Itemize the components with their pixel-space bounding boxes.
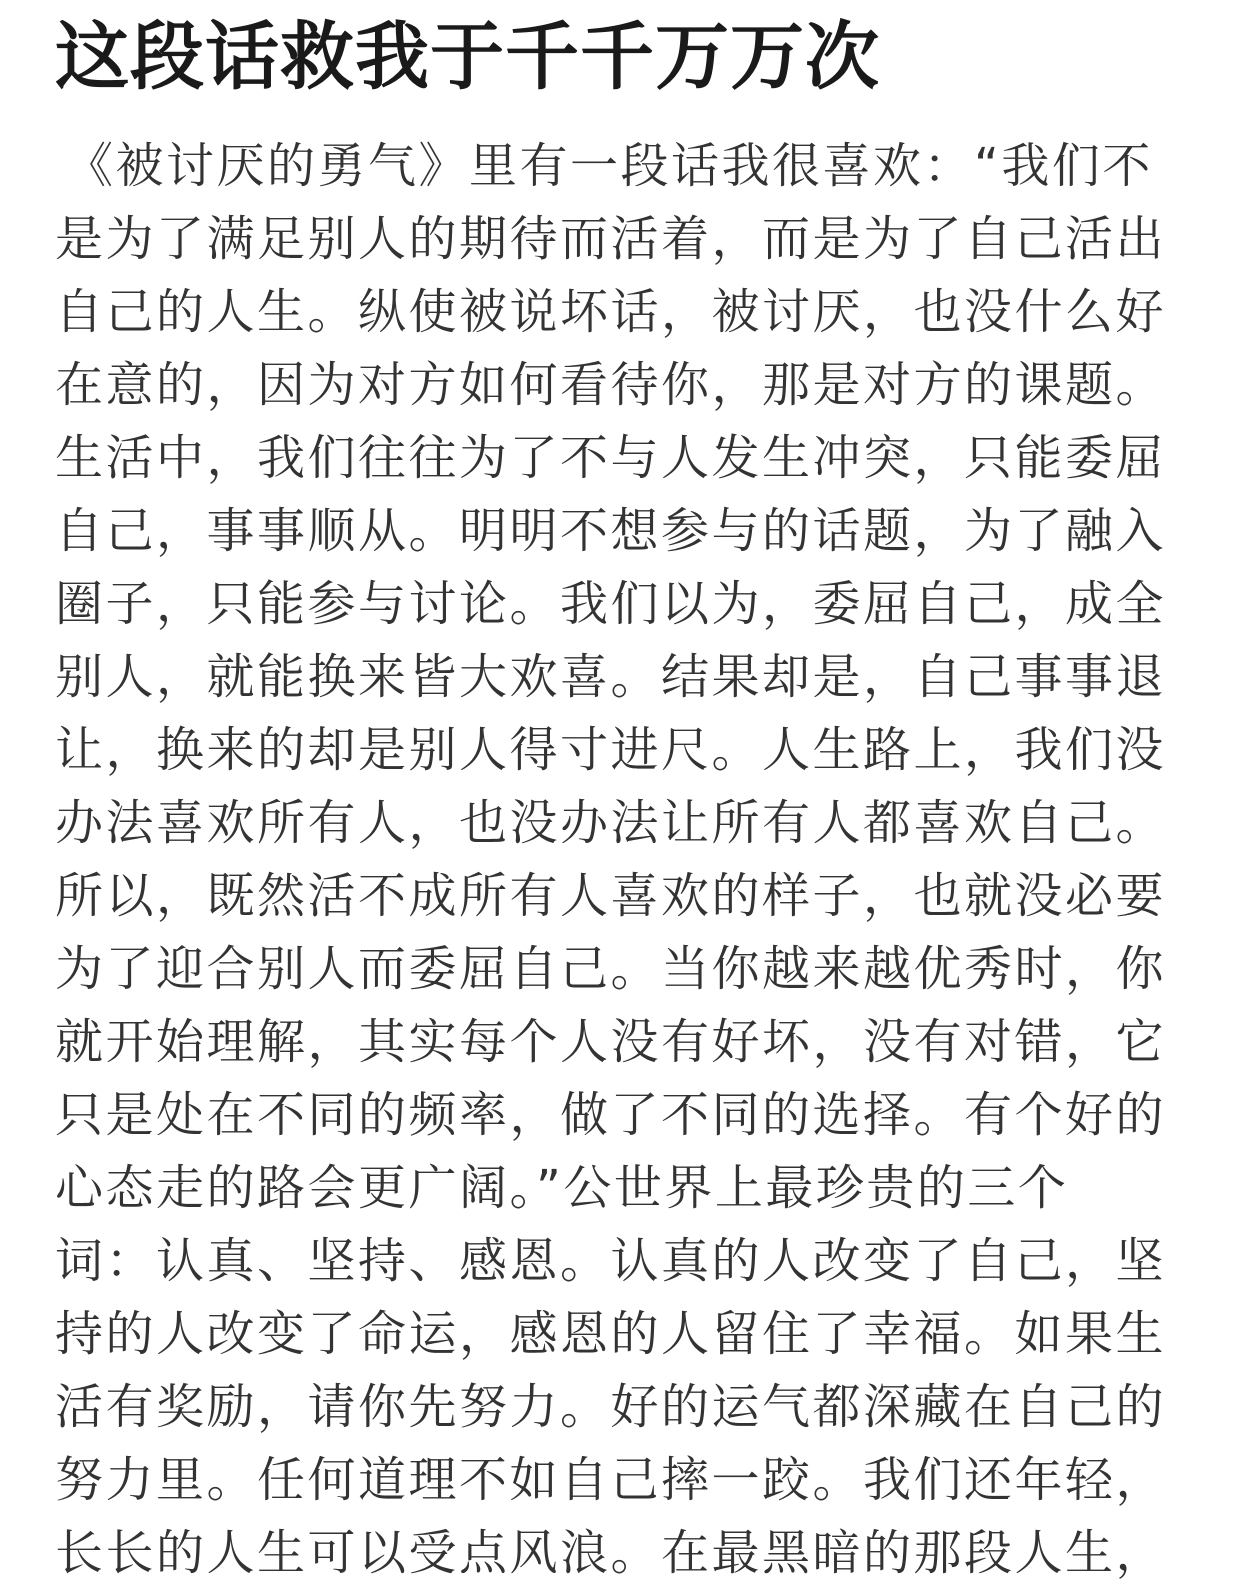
body-line: 心态走的路会更广阔。”公世界上最珍贵的三个 xyxy=(55,1160,1069,1216)
body-line: 所以，既然活不成所有人喜欢的样子，也就没必要 xyxy=(55,868,1167,924)
body-line: 让，换来的却是别人得寸进尺。人生路上，我们没 xyxy=(55,722,1167,778)
body-line: 办法喜欢所有人，也没办法让所有人都喜欢自己。 xyxy=(55,795,1167,851)
body-line: 为了迎合别人而委屈自己。当你越来越优秀时，你 xyxy=(55,941,1167,997)
body-line: 圈子，只能参与讨论。我们以为，委屈自己，成全 xyxy=(55,576,1167,632)
body-line: 自己，事事顺从。明明不想参与的话题，为了融入 xyxy=(55,503,1167,559)
body-line: 活有奖励，请你先努力。好的运气都深藏在自己的 xyxy=(55,1379,1167,1435)
body-line: 只是处在不同的频率，做了不同的选择。有个好的 xyxy=(55,1087,1167,1143)
body-line: 在意的，因为对方如何看待你，那是对方的课题。 xyxy=(55,357,1167,413)
body-line: 是为了满足别人的期待而活着，而是为了自己活出 xyxy=(55,211,1167,267)
body-line: 《被讨厌的勇气》里有一段话我很喜欢：“我们不 xyxy=(65,138,1153,194)
body-line: 词：认真、坚持、感恩。认真的人改变了自己，坚 xyxy=(55,1233,1167,1289)
body-line: 别人，就能换来皆大欢喜。结果却是，自己事事退 xyxy=(55,649,1167,705)
article xyxy=(55,0,1187,1590)
body-line: 努力里。任何道理不如自己摔一跤。我们还年轻， xyxy=(55,1452,1167,1508)
body-line: 自己的人生。纵使被说坏话，被讨厌，也没什么好 xyxy=(55,284,1167,340)
body-line: 生活中，我们往往为了不与人发生冲突，只能委屈 xyxy=(55,430,1167,486)
body-line: 持的人改变了命运，感恩的人留住了幸福。如果生 xyxy=(55,1306,1167,1362)
article-title: 这段话救我于千千万万次 xyxy=(55,14,880,100)
body-line: 长长的人生可以受点风浪。在最黑暗的那段人生， xyxy=(55,1525,1167,1581)
body-line: 就开始理解，其实每个人没有好坏，没有对错，它 xyxy=(55,1014,1167,1070)
article-body xyxy=(55,130,1187,1590)
